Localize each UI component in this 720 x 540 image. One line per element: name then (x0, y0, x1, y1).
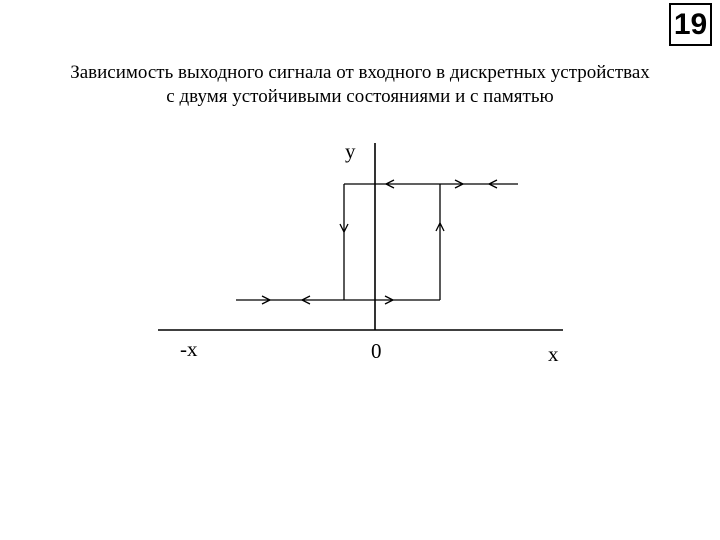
neg-x-label: -x (180, 337, 198, 361)
x-axis-label: x (548, 342, 559, 366)
y-axis-label: y (345, 139, 356, 163)
origin-label: 0 (371, 339, 382, 363)
title-line-2: с двумя устойчивыми состояниями и с памятью (166, 86, 554, 107)
slide-number: 19 (669, 3, 712, 46)
title-line-1: Зависимость выходного сигнала от входного в дискретных устройствах (70, 62, 650, 83)
